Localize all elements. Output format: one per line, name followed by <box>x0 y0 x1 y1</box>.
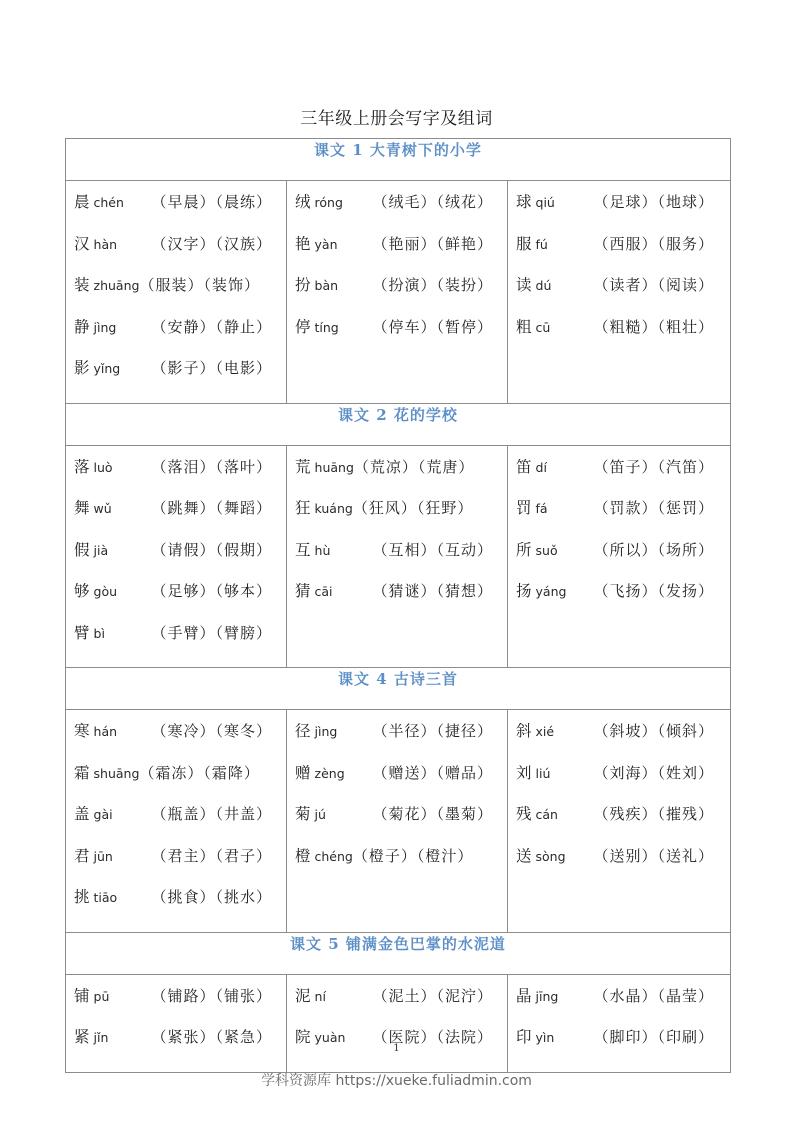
vocab-entry <box>74 576 286 618</box>
entry-pinyin: yuàn <box>314 1030 346 1045</box>
vocab-entry <box>74 882 286 924</box>
entry-character: 寒 <box>74 722 90 740</box>
entry-column <box>287 710 508 933</box>
entry-pinyin: qiú <box>535 195 555 210</box>
entry-pinyin: tíng <box>314 319 339 335</box>
entry-pinyin: zèng <box>314 765 345 781</box>
lesson-entries-row <box>66 445 731 668</box>
entry-words: （菊花）（墨菊） <box>372 805 494 823</box>
entry-character: 汉 <box>74 234 90 253</box>
entry-pinyin: cāi <box>314 584 333 599</box>
vocab-entry <box>295 841 507 883</box>
entry-character: 挑 <box>74 888 90 906</box>
entry-words: （落泪）（落叶） <box>151 457 273 476</box>
entry-words: （挑食）（挑水） <box>151 888 273 906</box>
vocab-entry <box>74 535 286 577</box>
entry-words: （赠送）（赠品） <box>372 763 494 782</box>
entry-words: （铺路）（铺张） <box>151 986 273 1005</box>
entry-words: （斜坡）（倾斜） <box>593 722 715 740</box>
entry-words: （脚印）（印刷） <box>593 1028 715 1046</box>
entry-words: （半径）（捷径） <box>372 722 494 740</box>
entry-words: （足球）（地球） <box>593 193 715 211</box>
vocab-entry <box>516 229 730 271</box>
entry-pinyin: luò <box>93 459 113 475</box>
entry-words: （狂风）（狂野） <box>352 499 474 517</box>
entry-words: （安静）（静止） <box>151 317 273 336</box>
vocab-entry <box>295 493 507 535</box>
entry-pinyin: bàn <box>314 278 339 293</box>
vocab-entry <box>74 493 286 535</box>
entry-words: （君主）（君子） <box>151 846 273 865</box>
entry-words: （荒凉）（荒唐） <box>353 457 475 476</box>
entry-pinyin: xié <box>535 724 555 739</box>
lesson-title: 课文 4 古诗三首 <box>66 668 731 710</box>
vocab-entry <box>74 758 286 800</box>
entry-pinyin: cū <box>535 319 551 335</box>
vocab-entry <box>74 841 286 883</box>
entry-pinyin: suǒ <box>535 542 558 558</box>
entry-words: （橙子）（橙汁） <box>352 846 474 865</box>
entry-character: 径 <box>295 722 311 740</box>
entry-column <box>66 974 287 1072</box>
vocab-entry <box>295 799 507 841</box>
entry-words: （足够）（够本） <box>151 582 273 600</box>
entry-character: 臂 <box>74 623 90 642</box>
entry-words: （请假）（假期） <box>151 540 273 559</box>
vocab-entry <box>516 576 730 618</box>
entry-character: 所 <box>516 540 532 559</box>
entry-words: （手臂）（臂膀） <box>151 623 273 642</box>
vocab-entry <box>74 270 286 312</box>
footer-watermark: 学科资源库 https://xueke.fuliadmin.com <box>261 1073 532 1089</box>
page-title: 三年级上册会写字及组词 <box>300 109 493 129</box>
entry-character: 斜 <box>516 722 532 740</box>
entry-character: 晨 <box>74 193 90 211</box>
entry-pinyin: shuāng <box>93 765 140 781</box>
entry-character: 读 <box>516 276 532 294</box>
entry-character: 狂 <box>295 499 311 517</box>
entry-character: 艳 <box>295 234 311 253</box>
entry-words: （绒毛）（绒花） <box>372 193 494 211</box>
entry-words: （猜谜）（猜想） <box>372 582 494 600</box>
entry-pinyin: jīng <box>535 988 559 1004</box>
page-number: 1 <box>393 1043 400 1054</box>
vocabulary-table <box>65 138 731 1073</box>
vocab-entry <box>516 981 730 1023</box>
vocab-entry <box>74 452 286 494</box>
vocab-entry <box>74 312 286 354</box>
vocab-entry <box>516 758 730 800</box>
vocab-entry <box>295 187 507 229</box>
entry-words: （跳舞）（舞蹈） <box>151 499 273 517</box>
vocab-entry <box>74 353 286 395</box>
entry-words: （影子）（电影） <box>151 359 273 377</box>
entry-pinyin: fá <box>535 501 548 516</box>
entry-pinyin: hù <box>314 542 331 558</box>
entry-column <box>287 181 508 404</box>
entry-words: （笛子）（汽笛） <box>593 457 715 476</box>
lesson-title: 课文 2 花的学校 <box>66 403 731 445</box>
entry-character: 盖 <box>74 805 90 823</box>
entry-pinyin: jià <box>93 542 109 558</box>
entry-character: 橙 <box>295 846 311 865</box>
entry-character: 赠 <box>295 763 311 782</box>
vocab-entry <box>295 576 507 618</box>
vocab-entry <box>74 187 286 229</box>
entry-words: （泥土）（泥泞） <box>372 986 494 1005</box>
entry-pinyin: dí <box>535 459 547 475</box>
entry-character: 够 <box>74 582 90 600</box>
entry-words: （服装）（装饰） <box>139 276 260 294</box>
entry-words: （粗糙）（粗壮） <box>593 317 715 336</box>
vocab-entry <box>295 716 507 758</box>
entry-character: 紧 <box>74 1028 90 1046</box>
vocab-entry <box>74 799 286 841</box>
entry-column <box>508 974 731 1072</box>
entry-column <box>508 181 731 404</box>
entry-words: （刘海）（姓刘） <box>593 763 715 782</box>
entry-column <box>508 710 731 933</box>
entry-character: 扮 <box>295 276 311 294</box>
entry-pinyin: huāng <box>314 459 354 475</box>
vocab-entry <box>516 493 730 535</box>
vocab-entry <box>74 716 286 758</box>
entry-words: （读者）（阅读） <box>593 276 715 294</box>
lesson-header-row <box>66 403 731 445</box>
entry-character: 菊 <box>295 805 311 823</box>
entry-pinyin: chéng <box>314 848 353 864</box>
entry-column <box>287 974 508 1072</box>
entry-character: 落 <box>74 457 90 476</box>
lesson-header-row <box>66 139 731 181</box>
vocab-entry <box>516 312 730 354</box>
entry-words: （飞扬）（发扬） <box>593 582 715 600</box>
entry-column <box>287 445 508 668</box>
entry-pinyin: jú <box>314 807 326 822</box>
vocab-entry <box>516 841 730 883</box>
entry-pinyin: yìn <box>535 1030 555 1045</box>
entry-pinyin: dú <box>535 278 552 293</box>
entry-pinyin: hàn <box>93 236 118 252</box>
entry-character: 影 <box>74 359 90 377</box>
entry-character: 静 <box>74 317 90 336</box>
entry-character: 荒 <box>295 457 311 476</box>
entry-pinyin: jǐn <box>93 1030 109 1045</box>
entry-column <box>66 710 287 933</box>
lesson-header-row <box>66 932 731 974</box>
entry-character: 扬 <box>516 582 532 600</box>
entry-words: （罚款）（惩罚） <box>593 499 715 517</box>
entry-words: （所以）（场所） <box>593 540 715 559</box>
lesson-header-row <box>66 668 731 710</box>
entry-pinyin: wǔ <box>93 501 112 516</box>
entry-character: 铺 <box>74 986 90 1005</box>
entry-words: （寒冷）（寒冬） <box>151 722 273 740</box>
entry-pinyin: cán <box>535 807 558 822</box>
vocab-entry <box>516 799 730 841</box>
entry-pinyin: zhuāng <box>93 278 140 293</box>
entry-character: 装 <box>74 276 90 294</box>
entry-pinyin: yàn <box>314 236 338 252</box>
entry-words: （医院）（法院） <box>372 1028 494 1046</box>
vocab-entry <box>516 187 730 229</box>
entry-character: 印 <box>516 1028 532 1046</box>
entry-column <box>66 445 287 668</box>
entry-column <box>66 181 287 404</box>
vocab-entry <box>74 229 286 271</box>
entry-character: 舞 <box>74 499 90 517</box>
entry-character: 绒 <box>295 193 311 211</box>
entry-pinyin: gài <box>93 807 113 822</box>
entry-character: 球 <box>516 193 532 211</box>
entry-pinyin: fú <box>535 236 548 252</box>
entry-words: （艳丽）（鲜艳） <box>372 234 494 253</box>
entry-pinyin: pū <box>93 988 110 1004</box>
lesson-entries-row <box>66 181 731 404</box>
vocab-entry <box>295 535 507 577</box>
entry-words: （水晶）（晶莹） <box>593 986 715 1005</box>
vocab-entry <box>295 981 507 1023</box>
entry-pinyin: hán <box>93 724 118 739</box>
vocab-entry <box>295 452 507 494</box>
vocab-entry <box>74 981 286 1023</box>
entry-words: （瓶盖）（井盖） <box>151 805 273 823</box>
entry-character: 互 <box>295 540 311 559</box>
entry-character: 罚 <box>516 499 532 517</box>
entry-pinyin: jìng <box>314 724 338 739</box>
lesson-title: 课文 1 大青树下的小学 <box>66 139 731 181</box>
entry-pinyin: jìng <box>93 319 117 335</box>
lesson-entries-row <box>66 710 731 933</box>
entry-character: 服 <box>516 234 532 253</box>
entry-pinyin: kuáng <box>314 501 353 516</box>
entry-pinyin: yǐng <box>93 361 121 376</box>
entry-words: （送别）（送礼） <box>593 846 715 865</box>
vocab-entry <box>74 618 286 660</box>
entry-character: 泥 <box>295 986 311 1005</box>
entry-pinyin: liú <box>535 765 551 781</box>
entry-words: （扮演）（装扮） <box>372 276 494 294</box>
entry-pinyin: yáng <box>535 584 567 599</box>
vocab-entry <box>516 716 730 758</box>
vocab-entry <box>516 535 730 577</box>
entry-character: 院 <box>295 1028 311 1046</box>
vocab-entry <box>295 270 507 312</box>
entry-pinyin: gòu <box>93 584 118 599</box>
entry-pinyin: sòng <box>535 848 566 864</box>
entry-character: 停 <box>295 317 311 336</box>
entry-column <box>508 445 731 668</box>
entry-words: （汉字）（汉族） <box>151 234 273 253</box>
entry-character: 霜 <box>74 763 90 782</box>
entry-character: 猜 <box>295 582 311 600</box>
entry-character: 君 <box>74 846 90 865</box>
entry-words: （早晨）（晨练） <box>151 193 273 211</box>
entry-words: （西服）（服务） <box>593 234 715 253</box>
entry-character: 假 <box>74 540 90 559</box>
entry-words: （残疾）（摧残） <box>593 805 715 823</box>
vocab-entry <box>295 312 507 354</box>
entry-words: （互相）（互动） <box>372 540 494 559</box>
entry-character: 刘 <box>516 763 532 782</box>
entry-pinyin: chén <box>93 195 124 210</box>
entry-words: （霜冻）（霜降） <box>139 763 260 782</box>
entry-pinyin: tiāo <box>93 890 118 905</box>
entry-character: 送 <box>516 846 532 865</box>
entry-character: 晶 <box>516 986 532 1005</box>
entry-pinyin: bì <box>93 625 105 641</box>
vocab-entry <box>295 758 507 800</box>
vocab-entry <box>516 270 730 312</box>
entry-character: 粗 <box>516 317 532 336</box>
entry-character: 残 <box>516 805 532 823</box>
entry-pinyin: jūn <box>93 848 113 864</box>
entry-words: （紧张）（紧急） <box>151 1028 273 1046</box>
entry-words: （停车）（暂停） <box>372 317 494 336</box>
vocab-entry <box>295 229 507 271</box>
entry-pinyin: róng <box>314 195 343 210</box>
lesson-title: 课文 5 铺满金色巴掌的水泥道 <box>66 932 731 974</box>
vocab-entry <box>516 452 730 494</box>
lesson-entries-row <box>66 974 731 1072</box>
entry-pinyin: ní <box>314 988 326 1004</box>
entry-character: 笛 <box>516 457 532 476</box>
